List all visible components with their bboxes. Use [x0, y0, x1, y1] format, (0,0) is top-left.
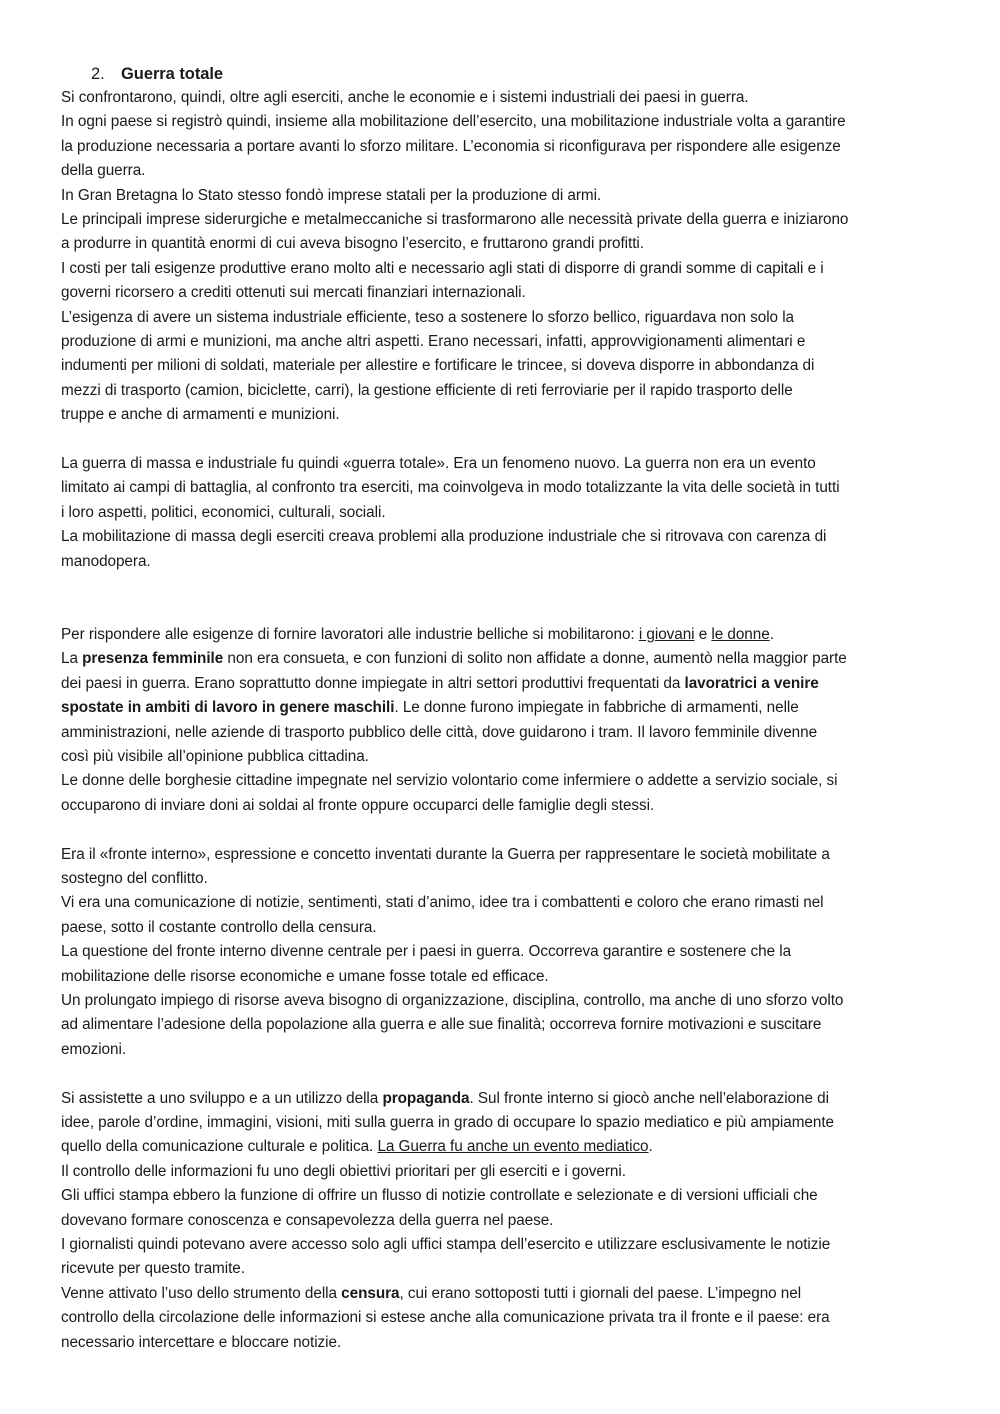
- text-line: Le principali imprese siderurgiche e metalmeccaniche si trasformarono alle necessità private della guerra e iniziarono: [61, 211, 849, 229]
- text-line: così più visibile all’opinione pubblica cittadina.: [61, 747, 369, 765]
- text-line: I giornalisti quindi potevano avere accesso solo agli uffici stampa dell’esercito e utilizzare esclusivamente le notizie: [61, 1236, 831, 1254]
- text-line: ad alimentare l’adesione della popolazione alla guerra e alle sue finalità; occorreva fornire motivazioni e suscitare: [61, 1016, 822, 1034]
- underlined-text: La Guerra fu anche un evento mediatico: [377, 1138, 649, 1156]
- text-line: ricevute per questo tramite.: [61, 1260, 245, 1278]
- underlined-text: le donne: [711, 625, 770, 643]
- text-line: Si assistette a uno sviluppo e a un utilizzo della propaganda. Sul fronte interno si giocò anche nell’elaborazione di: [61, 1089, 829, 1107]
- text-line: L’esigenza di avere un sistema industriale efficiente, teso a sostenere lo sforzo bellico, riguardava non solo la: [61, 308, 795, 326]
- text-line: Venne attivato l’uso dello strumento della censura, cui erano sottoposti tutti i giornali del paese. L’impegno nel: [61, 1284, 802, 1302]
- text-line: truppe e anche di armamenti e munizioni.: [61, 406, 340, 424]
- text-line: dovevano formare conoscenza e consapevolezza della guerra nel paese.: [61, 1211, 554, 1229]
- bold-text: spostate in ambiti di lavoro in genere maschili: [61, 699, 395, 717]
- text-line: Era il «fronte interno», espressione e concetto inventati durante la Guerra per rappresentare le società mobilitate a: [61, 845, 830, 863]
- text-line: manodopera.: [61, 552, 151, 570]
- text-line: a produrre in quantità enormi di cui aveva bisogno l’esercito, e fruttarono grandi profitti.: [61, 235, 644, 253]
- text-line: amministrazioni, nelle aziende di trasporto pubblico delle città, dove guidarono i tram. Il lavoro femminile divenne: [61, 723, 818, 741]
- text-line: la produzione necessaria a portare avanti lo sforzo militare. L’economia si riconfigurava per rispondere alle esigenze: [61, 137, 841, 155]
- section-title: Guerra totale: [121, 65, 224, 83]
- text-line: emozioni.: [61, 1040, 127, 1058]
- bold-text: lavoratrici a venire: [684, 674, 819, 692]
- text-line: La questione del fronte interno divenne centrale per i paesi in guerra. Occorreva garantire e sostenere che la: [61, 943, 792, 961]
- text-line: La presenza femminile non era consueta, e con funzioni di solito non affidate a donne, aumentò nella maggior parte: [61, 650, 847, 668]
- text-line: occuparono di inviare doni ai soldai al fronte oppure occuparci delle famiglie degli stessi.: [61, 796, 655, 814]
- text-line: governi ricorsero a crediti ottenuti sui mercati finanziari internazionali.: [61, 284, 526, 302]
- text-line: dei paesi in guerra. Erano soprattutto donne impiegate in altri settori produttivi frequentati da lavoratrici a venire: [61, 674, 819, 692]
- paragraph-total-war: [61, 452, 942, 574]
- text-line: La guerra di massa e industriale fu quindi «guerra totale». Era un fenomeno nuovo. La guerra non era un evento: [61, 455, 816, 473]
- text-line: Le donne delle borghesie cittadine impegnate nel servizio volontario come infermiere o addette a servizio sociale, si: [61, 772, 838, 790]
- section-number: 2.: [91, 65, 105, 83]
- bold-text: propaganda: [382, 1089, 470, 1107]
- text-line: i loro aspetti, politici, economici, culturali, sociali.: [61, 503, 386, 521]
- text-line: La mobilitazione di massa degli eserciti creava problemi alla produzione industriale che si ritrovava con carenza di: [61, 528, 827, 546]
- text-line: Si confrontarono, quindi, oltre agli eserciti, anche le economie e i sistemi industriali dei paesi in guerra.: [61, 89, 749, 106]
- text-line: In Gran Bretagna lo Stato stesso fondò imprese statali per la produzione di armi.: [61, 186, 602, 204]
- text-line: mobilitazione delle risorse economiche e umane fosse totale ed efficace.: [61, 967, 549, 985]
- paragraph-workers: [61, 623, 942, 818]
- text-line: Per rispondere alle esigenze di fornire lavoratori alle industrie belliche si mobilitarono: i giovani e le donne.: [61, 625, 774, 643]
- text-line: sostegno del conflitto.: [61, 869, 208, 887]
- text-line: indumenti per milioni di soldati, materiale per allestire e fortificare le trincee, si doveva disporre in abbondanza di: [61, 357, 815, 375]
- text-line: I costi per tali esigenze produttive erano molto alti e necessario agli stati di disporre di grandi somme di capitali e i: [61, 259, 824, 277]
- text-line: In ogni paese si registrò quindi, insieme alla mobilitazione dell’esercito, una mobilitazione industriale volta a garantire: [61, 113, 846, 131]
- text-line: mezzi di trasporto (camion, biciclette, carri), la gestione efficiente di reti ferroviarie per il rapido trasporto delle: [61, 381, 793, 399]
- text-line: Vi era una comunicazione di notizie, sentimenti, stati d’animo, idee tra i combattenti e coloro che erano rimasti nel: [61, 894, 824, 912]
- text-line: Un prolungato impiego di risorse aveva bisogno di organizzazione, disciplina, controllo, ma anche di uno sforzo volto: [61, 991, 844, 1009]
- text-line: Gli uffici stampa ebbero la funzione di offrire un flusso di notizie controllate e selezionate e di versioni ufficiali che: [61, 1187, 818, 1205]
- bold-text: presenza femminile: [82, 650, 224, 668]
- text-line: controllo della circolazione delle informazioni si estese anche alla comunicazione privata tra il fronte e il paese: era: [61, 1309, 830, 1327]
- text-line: necessario intercettare e bloccare notizie.: [61, 1333, 342, 1351]
- text-line: paese, sotto il costante controllo della censura.: [61, 918, 377, 936]
- paragraph-economy: [61, 86, 942, 428]
- text-line: della guerra.: [61, 162, 146, 180]
- paragraph-propaganda: [61, 1087, 942, 1355]
- paragraph-home-front: [61, 843, 942, 1063]
- text-line: produzione di armi e munizioni, ma anche altri aspetti. Erano necessari, infatti, approvvigionamenti alimentari e: [61, 333, 806, 351]
- text-line: spostate in ambiti di lavoro in genere maschili. Le donne furono impiegate in fabbriche di armamenti, nelle: [61, 699, 799, 717]
- text-line: limitato ai campi di battaglia, al confronto tra eserciti, ma coinvolgeva in modo totalizzante la vita delle società in tutti: [61, 479, 840, 497]
- text-line: quello della comunicazione culturale e politica. La Guerra fu anche un evento mediatico.: [61, 1138, 653, 1156]
- bold-text: censura: [341, 1284, 400, 1302]
- text-line: Il controllo delle informazioni fu uno degli obiettivi prioritari per gli eserciti e i governi.: [61, 1162, 626, 1180]
- section-heading: [91, 62, 942, 86]
- underlined-text: i giovani: [638, 625, 695, 643]
- text-line: idee, parole d’ordine, immagini, visioni, miti sulla guerra in grado di occupare lo spazio mediatico e più ampiamente: [61, 1114, 835, 1131]
